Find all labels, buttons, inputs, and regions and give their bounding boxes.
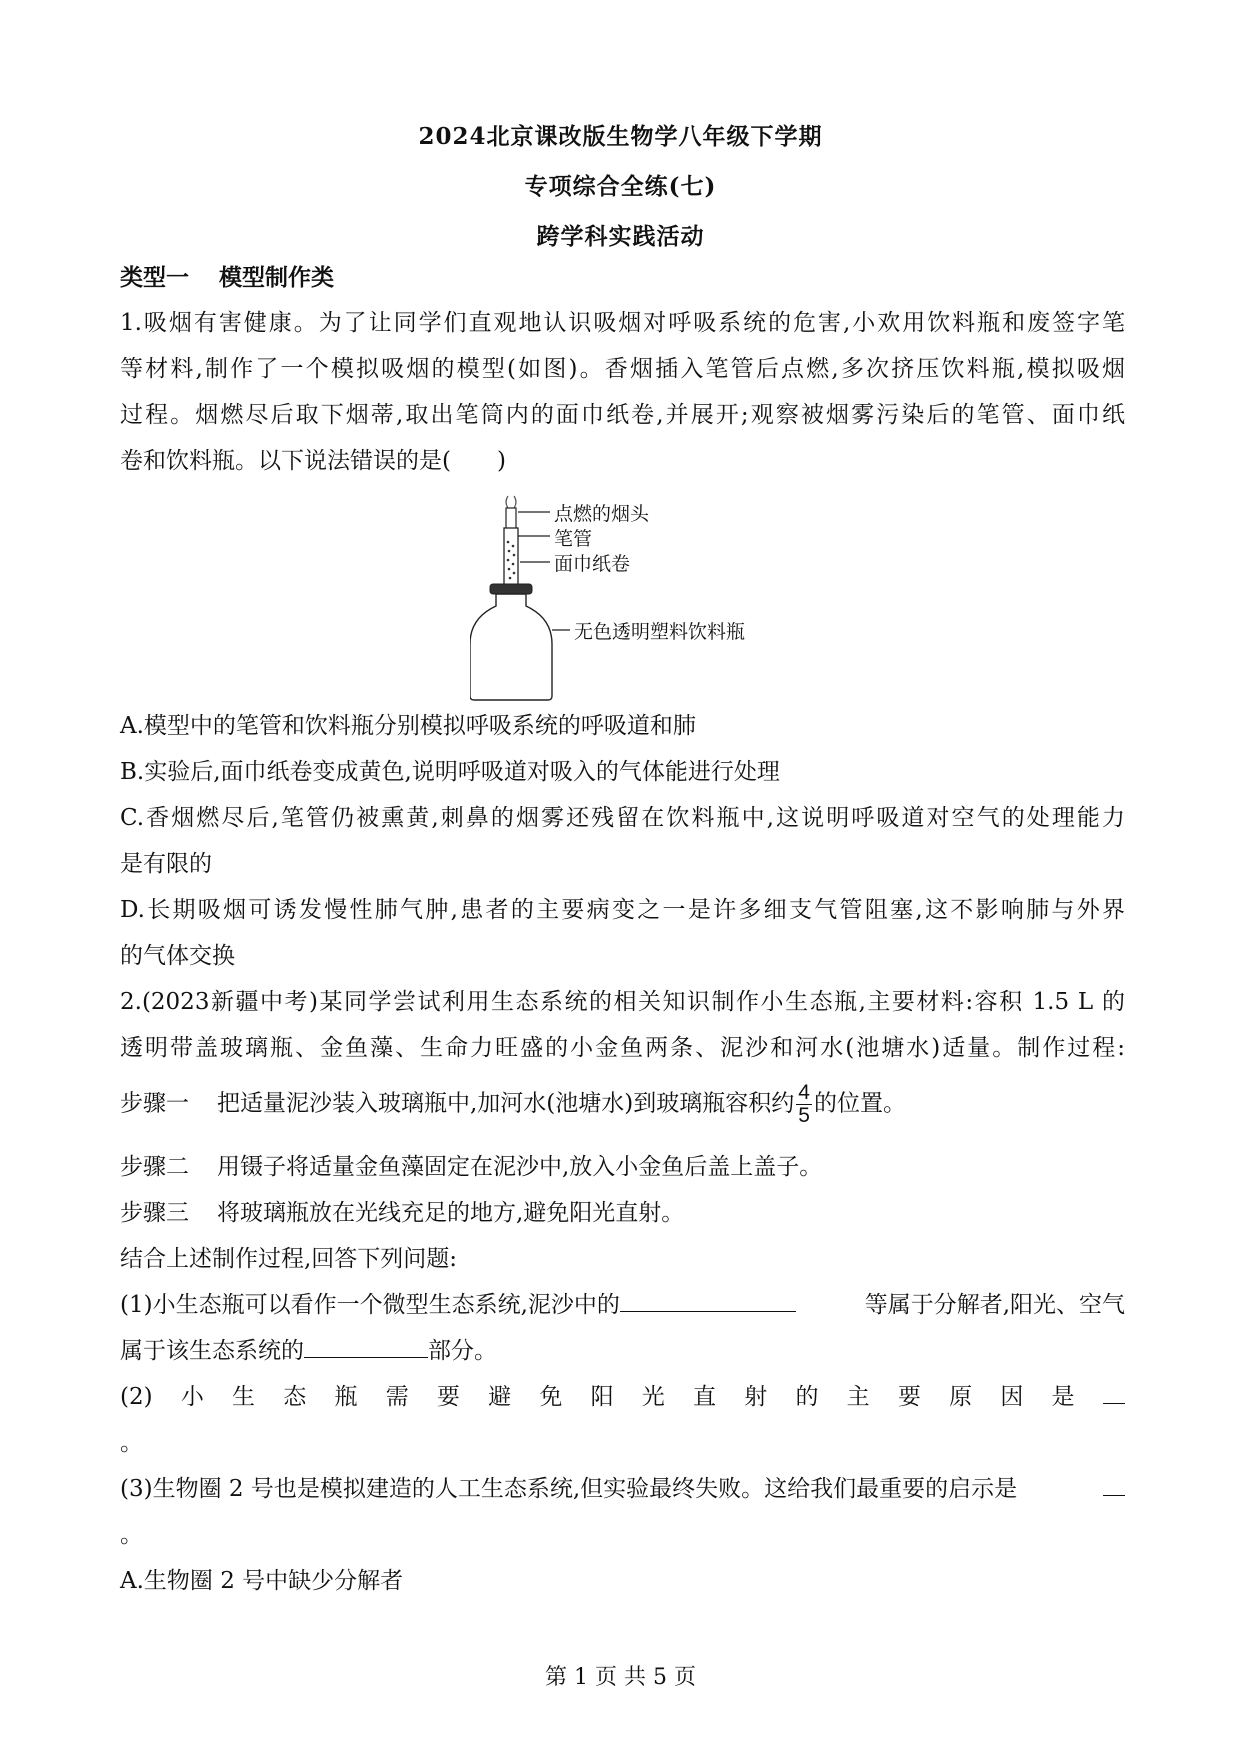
- fraction: [796, 1082, 812, 1127]
- q1-stem-line-2: 等材料,制作了一个模拟吸烟的模型(如图)。香烟插入笔管后点燃,多次挤压饮料瓶,模拟吸烟: [120, 356, 1125, 382]
- sub2-char: 要: [897, 1384, 921, 1410]
- step-1-text-b: 的位置。: [813, 1090, 906, 1117]
- q1-option-c-line-2: 是有限的: [120, 851, 212, 877]
- document-title: 2024北京课改版生物学八年级下学期: [418, 123, 823, 150]
- sub2-char: 生: [232, 1384, 256, 1410]
- q2-option-a: A.生物圈 2 号中缺少分解者: [120, 1568, 404, 1594]
- answer-blank-reason[interactable]: [1103, 1381, 1125, 1404]
- sub2-char: 态: [283, 1384, 307, 1410]
- document-topic: 跨学科实践活动: [536, 223, 705, 250]
- step-3-label: 步骤三: [120, 1200, 189, 1226]
- sub1-text-d: 部分。: [428, 1338, 497, 1364]
- page-footer: 第 1 页 共 5 页: [545, 1665, 696, 1690]
- q2-step-2: [120, 1151, 1125, 1183]
- label-lit-cigarette: 点燃的烟头: [554, 503, 650, 525]
- sub1-text-a: (1)小生态瓶可以看作一个微型生态系统,泥沙中的: [120, 1292, 620, 1318]
- section-heading: [120, 262, 1125, 294]
- sub2-char: 需: [385, 1384, 409, 1410]
- q2-sub1-line-1: [120, 1289, 1125, 1321]
- section-name: 模型制作类: [219, 264, 334, 291]
- q2-sub1-line-2: [120, 1335, 1125, 1367]
- q1-option-d-line-1: D.长期吸烟可诱发慢性肺气肿,患者的主要病变之一是许多细支气管阻塞,这不影响肺与外界: [120, 897, 1125, 923]
- sub2-char: 的: [795, 1384, 819, 1410]
- sub2-char: 原: [949, 1384, 973, 1410]
- sub2-char: 直: [693, 1384, 716, 1410]
- label-pen-tube: 笔管: [554, 528, 593, 550]
- q2-sub3-line-1: [120, 1473, 1125, 1505]
- sub3-text: (3)生物圈 2 号也是模拟建造的人工生态系统,但实验最终失败。这给我们最重要的启示是: [120, 1476, 1018, 1502]
- sub2-char: 射: [744, 1384, 768, 1410]
- q1-option-b: B.实验后,面巾纸卷变成黄色,说明呼吸道对吸入的气体能进行处理: [120, 759, 780, 785]
- document-subtitle: 专项综合全练(七): [524, 173, 717, 200]
- q2-step-3: [120, 1197, 1125, 1229]
- q1-stem-line-4: 卷和饮料瓶。以下说法错误的是( ): [120, 448, 506, 474]
- answer-blank-decomposers[interactable]: [620, 1289, 796, 1312]
- sub2-char: (2): [120, 1384, 153, 1410]
- step-3-text: 将玻璃瓶放在光线充足的地方,避免阳光直射。: [217, 1200, 685, 1226]
- smoking-model-figure: [470, 494, 800, 702]
- sub2-char: 阳: [590, 1384, 614, 1410]
- sub2-char: 免: [539, 1384, 563, 1410]
- answer-blank-component[interactable]: [304, 1335, 428, 1358]
- q2-sub3-period: 。: [120, 1522, 143, 1548]
- sub1-text-b: 等属于分解者,阳光、空气: [864, 1292, 1125, 1318]
- sub2-char: 光: [641, 1384, 665, 1410]
- step-2-label: 步骤二: [120, 1154, 189, 1180]
- sub2-char: 小: [180, 1384, 204, 1410]
- sub2-char: 要: [436, 1384, 460, 1410]
- q1-stem-line-3: 过程。烟燃尽后取下烟蒂,取出笔筒内的面巾纸卷,并展开;观察被烟雾污染后的笔管、面巾纸: [120, 402, 1125, 428]
- answer-blank-lesson[interactable]: [1103, 1473, 1125, 1496]
- fraction-numerator: 4: [798, 1081, 810, 1104]
- sub2-char: 避: [488, 1384, 512, 1410]
- step-2-text: 用镊子将适量金鱼藻固定在泥沙中,放入小金鱼后盖上盖子。: [217, 1154, 823, 1180]
- q2-sub2-line-1: [120, 1381, 1125, 1413]
- q2-step-1: [120, 1082, 1125, 1127]
- sub2-char: 因: [1000, 1384, 1024, 1410]
- q2-stem-line-2: 透明带盖玻璃瓶、金鱼藻、生命力旺盛的小金鱼两条、泥沙和河水(池塘水)适量。制作过程:: [120, 1035, 1125, 1061]
- step-1-text-a: 把适量泥沙装入玻璃瓶中,加河水(池塘水)到玻璃瓶容积约: [217, 1090, 795, 1117]
- q2-stem-line-1: 2.(2023新疆中考)某同学尝试利用生态系统的相关知识制作小生态瓶,主要材料:容积 1.5 L 的: [120, 989, 1125, 1015]
- sub2-char: 主: [846, 1384, 870, 1410]
- q1-option-c-line-1: C.香烟燃尽后,笔管仍被熏黄,刺鼻的烟雾还残留在饮料瓶中,这说明呼吸道对空气的处理能力: [120, 805, 1125, 831]
- q2-sub2-period: 。: [120, 1430, 143, 1456]
- q1-option-d-line-2: 的气体交换: [120, 943, 235, 969]
- section-label: 类型一: [120, 264, 189, 291]
- q1-option-a: A.模型中的笔管和饮料瓶分别模拟呼吸系统的呼吸道和肺: [120, 713, 696, 739]
- label-tissue-roll: 面巾纸卷: [554, 553, 631, 575]
- fraction-denominator: 5: [798, 1104, 810, 1127]
- q2-prompt: 结合上述制作过程,回答下列问题:: [120, 1246, 458, 1272]
- q1-stem-line-1: 1.吸烟有害健康。为了让同学们直观地认识吸烟对呼吸系统的危害,小欢用饮料瓶和废签字笔: [120, 310, 1125, 336]
- sub1-text-c: 属于该生态系统的: [120, 1338, 304, 1364]
- sub2-char: 瓶: [334, 1384, 358, 1410]
- step-1-label: 步骤一: [120, 1090, 189, 1117]
- label-bottle: 无色透明塑料饮料瓶: [574, 621, 746, 643]
- sub2-char: 是: [1051, 1384, 1075, 1410]
